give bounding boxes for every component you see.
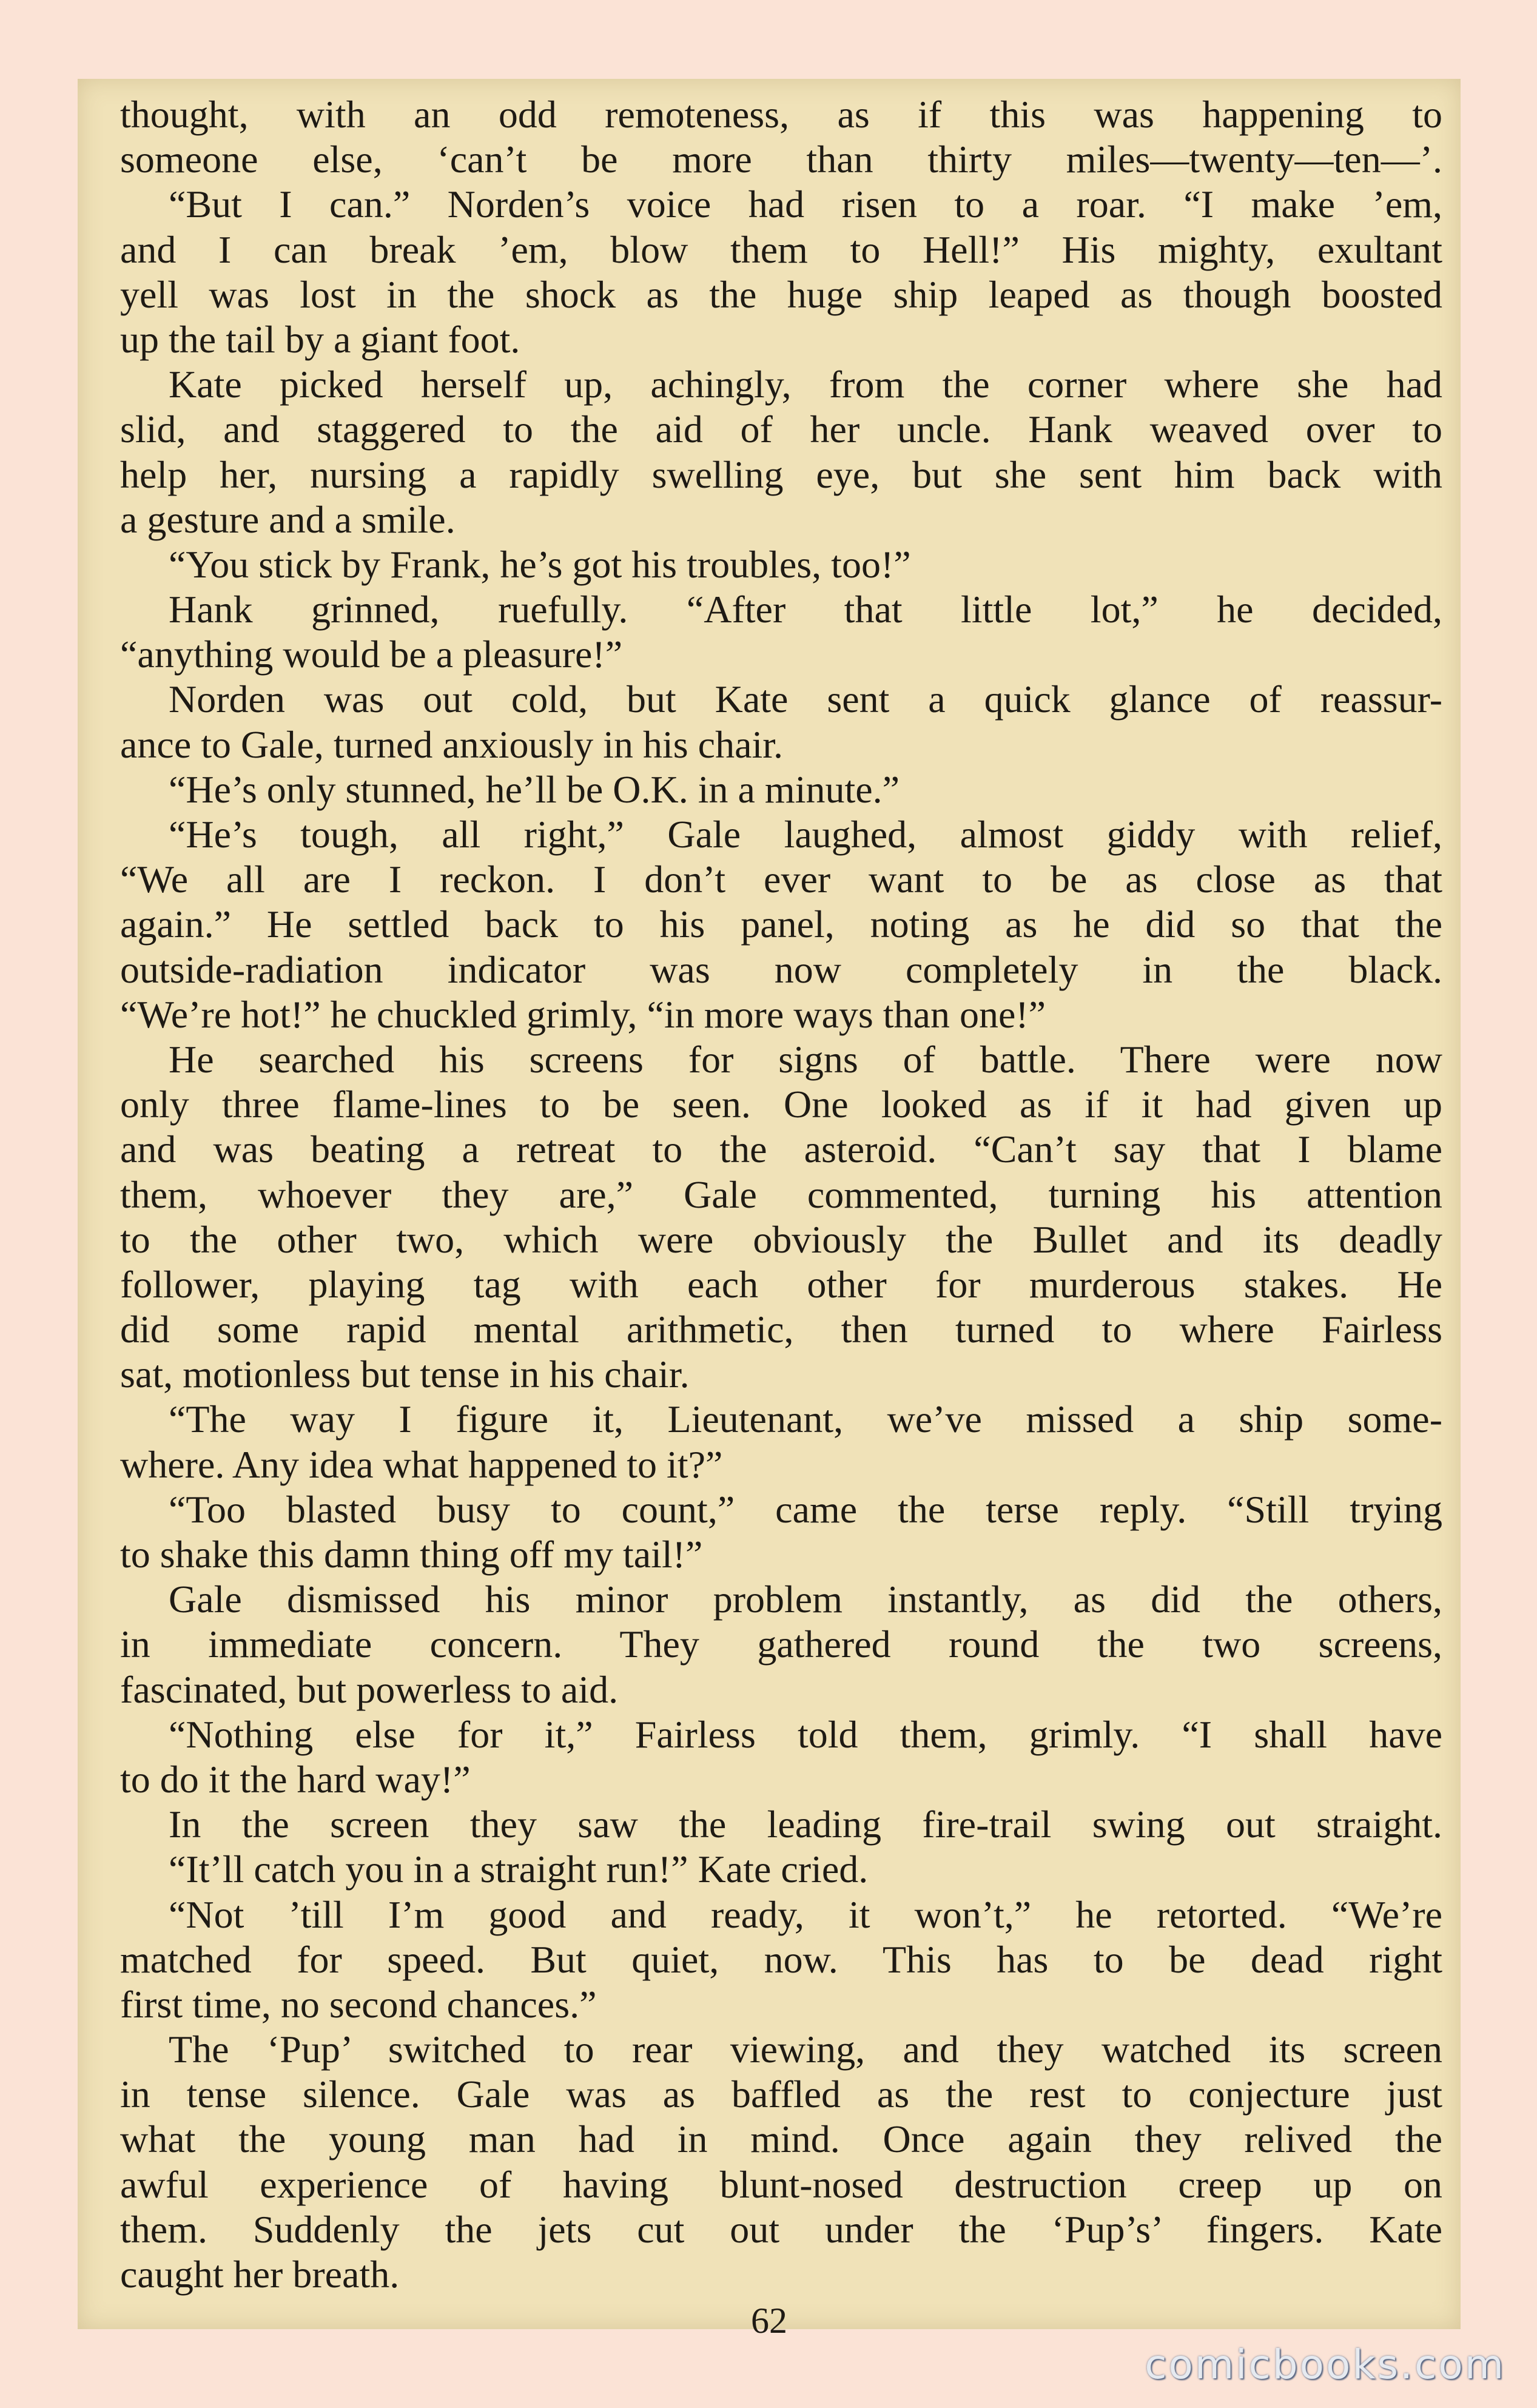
- text-line: in immediate concern. They gathered round the two screens,: [120, 1623, 1442, 1666]
- text-line: awful experience of having blunt-nosed destruction creep up on: [120, 2162, 1442, 2206]
- text-line: “But I can.” Norden’s voice had risen to a roar. “I make ’em,: [169, 183, 1442, 226]
- text-line: what the young man had in mind. Once again they relived the: [120, 2117, 1442, 2161]
- text-line: in tense silence. Gale was as baffled as the rest to conjecture just: [120, 2073, 1442, 2116]
- text-line: where. Any idea what happened to it?”: [120, 1442, 723, 1486]
- text-line: and was beating a retreat to the asteroid. “Can’t say that I blame: [120, 1128, 1442, 1171]
- text-line: caught her breath.: [120, 2253, 400, 2296]
- text-line: “It’ll catch you in a straight run!” Kate cried.: [169, 1848, 869, 1891]
- text-line: Gale dismissed his minor problem instantly, as did the others,: [169, 1578, 1442, 1621]
- text-line: someone else, ‘can’t be more than thirty miles—twenty—ten—’.: [120, 138, 1442, 181]
- text-line: to the other two, which were obviously the Bullet and its deadly: [120, 1217, 1442, 1261]
- text-line: “You stick by Frank, he’s got his troubles, too!”: [169, 542, 911, 586]
- text-line: them. Suddenly the jets cut out under the ‘Pup’s’ fingers. Kate: [120, 2207, 1442, 2251]
- text-line: again.” He settled back to his panel, noting as he did so that the: [120, 903, 1442, 946]
- text-line: “Too blasted busy to count,” came the terse reply. “Still trying: [169, 1487, 1442, 1531]
- text-line: first time, no second chances.”: [120, 1982, 597, 2026]
- text-line: “anything would be a pleasure!”: [120, 633, 623, 676]
- text-line: only three flame-lines to be seen. One looked as if it had given up: [120, 1083, 1442, 1126]
- book-page: [78, 79, 1461, 2341]
- text-line: “He’s tough, all right,” Gale laughed, almost giddy with relief,: [169, 813, 1442, 856]
- text-line: did some rapid mental arithmetic, then turned to where Fairless: [120, 1308, 1442, 1351]
- text-line: Hank grinned, ruefully. “After that little lot,” he decided,: [169, 588, 1442, 631]
- text-line: The ‘Pup’ switched to rear viewing, and they watched its screen: [169, 2028, 1442, 2071]
- text-line: them, whoever they are,” Gale commented, turning his attention: [120, 1172, 1442, 1216]
- text-line: to shake this damn thing off my tail!”: [120, 1533, 703, 1576]
- text-line: ance to Gale, turned anxiously in his chair.: [120, 722, 784, 766]
- text-line: Norden was out cold, but Kate sent a quick glance of reassur-: [169, 678, 1442, 721]
- text-line: matched for speed. But quiet, now. This has to be dead right: [120, 1937, 1442, 1981]
- page-number: 62: [751, 2301, 787, 2341]
- text-line: Kate picked herself up, achingly, from the corner where she had: [169, 363, 1442, 406]
- text-line: “We’re hot!” he chuckled grimly, “in more ways than one!”: [120, 992, 1046, 1036]
- text-line: “He’s only stunned, he’ll be O.K. in a minute.”: [169, 767, 900, 811]
- text-line: yell was lost in the shock as the huge ship leaped as though boosted: [120, 272, 1442, 316]
- story-text: [120, 92, 1442, 2297]
- watermark-logo: comicbooks.com: [1145, 2341, 1505, 2388]
- text-line: “We all are I reckon. I don’t ever want to be as close as that: [120, 858, 1442, 901]
- text-line: fascinated, but powerless to aid.: [120, 1667, 619, 1711]
- text-line: follower, playing tag with each other for murderous stakes. He: [120, 1262, 1442, 1306]
- text-line: sat, motionless but tense in his chair.: [120, 1353, 690, 1396]
- text-line: to do it the hard way!”: [120, 1757, 471, 1801]
- text-line: up the tail by a giant foot.: [120, 317, 520, 361]
- text-line: and I can break ’em, blow them to Hell!” His mighty, exultant: [120, 227, 1442, 271]
- text-line: “The way I figure it, Lieutenant, we’ve missed a ship some-: [169, 1397, 1442, 1441]
- text-line: outside-radiation indicator was now completely in the black.: [120, 947, 1442, 991]
- text-line: In the screen they saw the leading fire-trail swing out straight.: [169, 1803, 1442, 1846]
- text-line: “Not ’till I’m good and ready, it won’t,” he retorted. “We’re: [169, 1892, 1442, 1936]
- text-line: He searched his screens for signs of battle. There were now: [169, 1037, 1442, 1081]
- text-line: a gesture and a smile.: [120, 497, 456, 541]
- text-line: slid, and staggered to the aid of her uncle. Hank weaved over to: [120, 408, 1442, 451]
- text-line: “Nothing else for it,” Fairless told them, grimly. “I shall have: [169, 1712, 1442, 1756]
- text-line: help her, nursing a rapidly swelling eye, but she sent him back with: [120, 452, 1442, 496]
- text-line: thought, with an odd remoteness, as if this was happening to: [120, 93, 1442, 136]
